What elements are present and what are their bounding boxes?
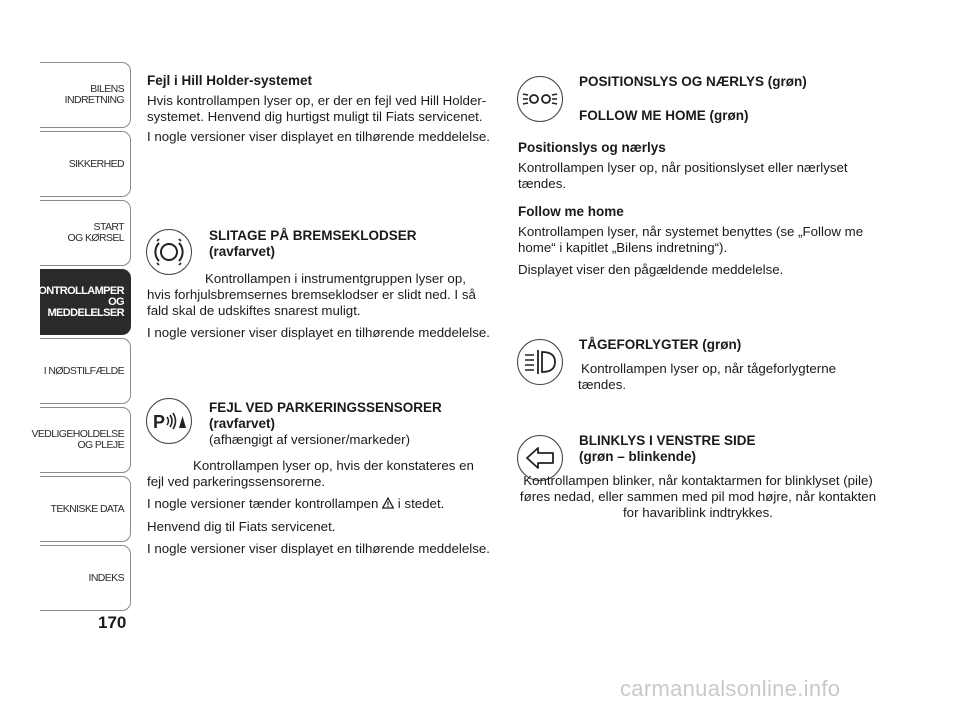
- fog-heading: TÅGEFORLYGTER (grøn): [579, 337, 742, 352]
- paragraph: I nogle versioner viser displayet en tilhørende meddelelse.: [147, 541, 490, 556]
- subheading: Positionslys og nærlys: [518, 140, 666, 155]
- heading-line: BLINKLYS I VENSTRE SIDE: [579, 433, 756, 448]
- paragraph: Kontrollampen lyser, når systemet benyttes (se „Follow me home“ i kapitlet „Bilens indretning“).: [518, 224, 864, 255]
- section-heading: Fejl i Hill Holder-systemet: [147, 73, 313, 88]
- hill-holder-section: [147, 73, 492, 145]
- watermark: carmanualsonline.info: [620, 676, 841, 701]
- tab-kontrollamper[interactable]: KONTROLLAMPER OG MEDDELELSER: [40, 269, 131, 335]
- tab-vedligeholdelse[interactable]: VEDLIGEHOLDELSE OG PLEJE: [40, 407, 131, 473]
- page-number: 170: [98, 613, 127, 632]
- paragraph: Kontrollampen lyser op, når tågeforlygterne tændes.: [578, 361, 836, 392]
- follow-me-home-heading: FOLLOW ME HOME (grøn): [579, 108, 749, 123]
- tab-tekniske-data[interactable]: TEKNISKE DATA: [40, 476, 131, 542]
- paragraph: I nogle versioner viser displayet en tilhørende meddelelse.: [147, 325, 490, 340]
- tab-bilens-indretning[interactable]: BILENS INDRETNING: [40, 62, 131, 128]
- paragraph-part: I nogle versioner tænder kontrollampen: [147, 496, 379, 511]
- heading-line: (grøn – blinkende): [579, 449, 697, 464]
- turn-signal-section: [518, 473, 878, 521]
- paragraph: Kontrollampen lyser op, hvis der konstateres en fejl ved parkeringssensorerne.: [147, 458, 474, 489]
- parking-heading-block: [209, 400, 489, 448]
- front-fog-light-icon: [517, 339, 563, 385]
- brake-pad-wear-icon: [146, 229, 192, 275]
- position-lights-icon: [517, 76, 563, 122]
- parking-subtitle: (afhængigt af versioner/markeder): [209, 432, 411, 447]
- paragraph: Henvend dig til Fiats servicenet.: [147, 519, 336, 534]
- fog-heading-block: [579, 337, 869, 353]
- tab-indeks[interactable]: INDEKS: [40, 545, 131, 611]
- warning-triangle-icon: [382, 497, 394, 513]
- parking-sensor-icon: [146, 398, 192, 444]
- tab-sikkerhed[interactable]: SIKKERHED: [40, 131, 131, 197]
- tab-start-og-korsel[interactable]: START OG KØRSEL: [40, 200, 131, 266]
- paragraph: Displayet viser den pågældende meddelelse.: [518, 262, 784, 277]
- paragraph-part: i stedet.: [397, 496, 445, 511]
- position-heading: POSITIONSLYS OG NÆRLYS (grøn): [579, 74, 807, 89]
- paragraph: Kontrollampen i instrumentgruppen lyser op, hvis forhjulsbremsernes bremseklodser er slidt ned. I så fald skal de udskiftes snarest muligt.: [147, 271, 476, 318]
- position-section: [518, 140, 868, 278]
- paragraph: Hvis kontrollampen lyser op, er der en fejl ved Hill Holder-systemet. Henvend dig hurtigst muligt til Fiats servicenet.: [147, 93, 487, 124]
- chapter-tabs: [30, 62, 131, 614]
- tab-nodstilfaelde[interactable]: I NØDSTILFÆLDE: [40, 338, 131, 404]
- paragraph: Kontrollampen blinker, når kontaktarmen for blinklyset (pile) føres nedad, eller sammen med pil mod højre, når kontakten for havariblink indtrykkes.: [519, 473, 877, 520]
- brake-pad-heading: SLITAGE PÅ BREMSEKLODSER (ravfarvet): [209, 228, 417, 259]
- fog-section: [578, 361, 868, 393]
- paragraph: [147, 496, 492, 513]
- turn-signal-heading: [579, 433, 879, 465]
- parking-heading: FEJL VED PARKERINGSSENSORER (ravfarvet): [209, 400, 442, 431]
- parking-section: [147, 458, 492, 557]
- paragraph: I nogle versioner viser displayet en tilhørende meddelelse.: [147, 129, 490, 144]
- subheading: Follow me home: [518, 204, 624, 219]
- svg-text:P: P: [153, 412, 166, 432]
- brake-pad-section: [147, 271, 492, 341]
- paragraph: Kontrollampen lyser op, når positionslyset eller nærlyset tændes.: [518, 160, 848, 191]
